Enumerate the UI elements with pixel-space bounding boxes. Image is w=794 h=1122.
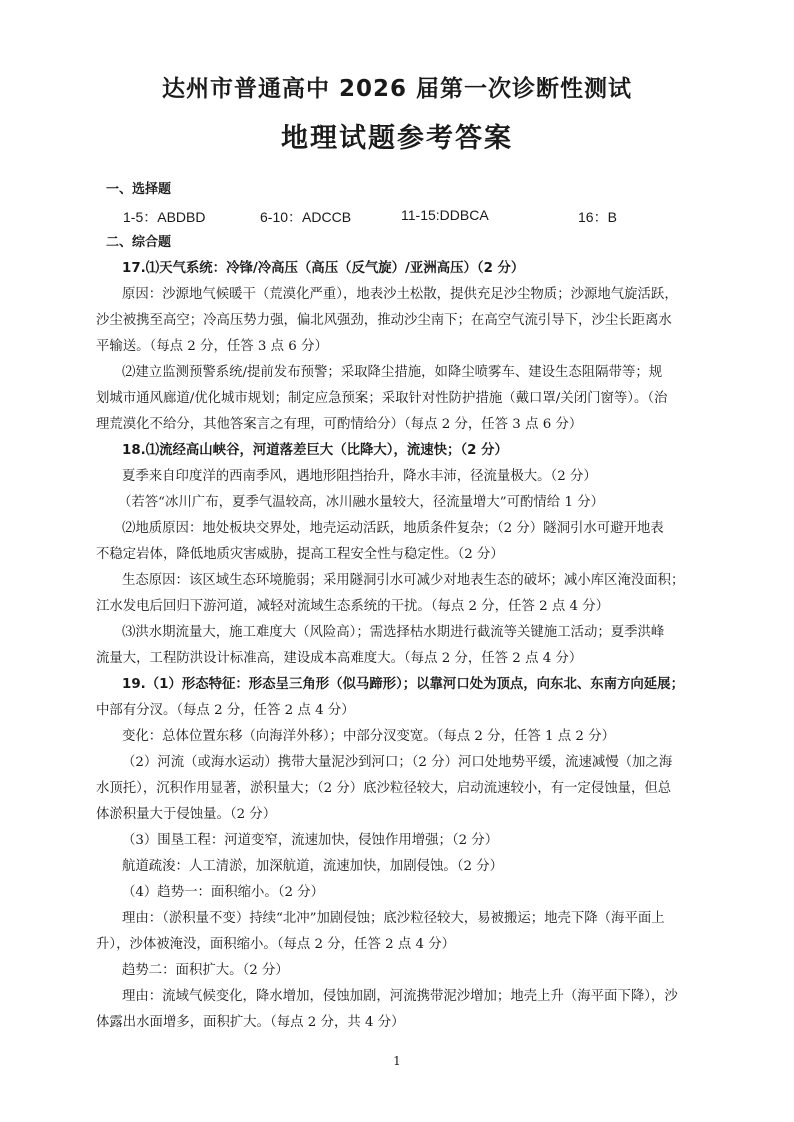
answer-line: 划城市通风廊道/优化城市规划；制定应急预案；采取针对性防护措施（戴口罩/关闭门窗等）。（治 bbox=[96, 391, 668, 406]
section-heading-choice: 一、选择题 bbox=[106, 182, 172, 197]
answer-line: （2）河流（或海水运动）携带大量泥沙到河口；（2 分）河口处地势平缓，流速减慢（加之海 bbox=[122, 755, 673, 770]
answer-line: 体露出水面增多，面积扩大。（每点 2 分，共 4 分） bbox=[96, 1015, 405, 1030]
answer-line: 体淤积量大于侵蚀量。（2 分） bbox=[96, 807, 277, 822]
answer-line: （若答“冰川广布，夏季气温较高，冰川融水量较大，径流量增大”可酌情给 1 分） bbox=[118, 495, 605, 510]
page-number: 1 bbox=[393, 1054, 401, 1068]
answer-line: 流量大，工程防洪设计标准高，建设成本高难度大。（每点 2 分，任答 2 点 4 分） bbox=[96, 651, 583, 666]
answer-line: 升），沙体被淹没，面积缩小。（每点 2 分，任答 2 点 4 分） bbox=[96, 937, 456, 952]
answer-line: 不稳定岩体，降低地质灾害威胁，提高工程安全性与稳定性。（2 分） bbox=[96, 547, 504, 562]
answer-group: 6-10：ADCCB bbox=[260, 209, 352, 225]
answer-line: ⑵建立监测预警系统/提前发布预警；采取降尘措施，如降尘喷雾车、建设生态阻隔带等；规 bbox=[122, 365, 663, 380]
answer-line: 18.⑴流经高山峡谷，河道落差巨大（比降大），流速快；（2 分） bbox=[122, 443, 508, 458]
answer-group: 1-5：ABDBD bbox=[123, 209, 206, 225]
answer-group: 11-15:DDBCA bbox=[401, 207, 489, 223]
answer-line: 江水发电后回归下游河道，减轻对流域生态系统的干扰。（每点 2 分，任答 2 点 4 分） bbox=[96, 599, 610, 614]
answer-line: 航道疏浚：人工清淤，加深航道，流速加快，加剧侵蚀。（2 分） bbox=[122, 859, 504, 874]
page-subtitle: 地理试题参考答案 bbox=[281, 123, 513, 154]
page-title: 达州市普通高中 2026 届第一次诊断性测试 bbox=[161, 76, 633, 102]
answer-line: 水顶托），沉积作用显著，淤积量大；（2 分）底沙粒径较大，启动流速较小，有一定侵蚀量，但总 bbox=[96, 781, 672, 796]
answer-line: 变化：总体位置东移（向海洋外移）；中部分汊变宽。（每点 2 分，任答 1 点 2 分） bbox=[122, 729, 615, 744]
answer-line: 平输送。（每点 2 分，任答 3 点 6 分） bbox=[96, 339, 328, 354]
answer-line: 19.（1）形态特征：形态呈三角形（似马蹄形）；以靠河口处为顶点，向东北、东南方向延展； bbox=[122, 677, 684, 692]
answer-line: 夏季来自印度洋的西南季风，遇地形阻挡抬升，降水丰沛，径流量极大。（2 分） bbox=[122, 469, 597, 484]
answer-line: 生态原因：该区域生态环境脆弱；采用隧洞引水可减少对地表生态的破坏；减小库区淹没面积； bbox=[122, 573, 685, 588]
answer-line: 理荒漠化不给分，其他答案言之有理，可酌情给分）（每点 2 分，任答 3 点 6 分） bbox=[96, 417, 583, 432]
answer-line: 理由：流域气候变化，降水增加，侵蚀加剧，河流携带泥沙增加；地壳上升（海平面下降），沙 bbox=[122, 989, 678, 1004]
answer-line: 中部有分汊。（每点 2 分，任答 2 点 4 分） bbox=[96, 703, 355, 718]
answer-group: 16：B bbox=[578, 209, 617, 225]
answer-line: 趋势二：面积扩大。（2 分） bbox=[122, 963, 289, 978]
answer-line: 17.⑴天气系统：冷锋/冷高压（高压（反气旋）/亚洲高压）（2 分） bbox=[122, 261, 525, 276]
answer-line: 原因：沙源地气候暖干（荒漠化严重），地表沙土松散，提供充足沙尘物质；沙源地气旋活跃， bbox=[122, 287, 678, 302]
answer-line: 沙尘被携至高空；冷高压势力强，偏北风强劲，推动沙尘南下；在高空气流引导下，沙尘长距离水 bbox=[96, 313, 672, 328]
answer-line: ⑵地质原因：地处板块交界处，地壳运动活跃，地质条件复杂；（2 分）隧洞引水可避开地表 bbox=[122, 521, 664, 536]
answer-line: 理由：（淤积量不变）持续“北冲”加剧侵蚀；底沙粒径较大，易被搬运；地壳下降（海平面上 bbox=[122, 911, 665, 926]
section-heading-comprehensive: 二、综合题 bbox=[106, 235, 172, 250]
answer-line: （4）趋势一：面积缩小。（2 分） bbox=[122, 885, 325, 900]
answer-line: ⑶洪水期流量大，施工难度大（风险高）；需选择枯水期进行截流等关键施工活动；夏季洪峰 bbox=[122, 625, 665, 640]
answer-line: （3）围垦工程：河道变窄，流速加快，侵蚀作用增强；（2 分） bbox=[122, 833, 499, 848]
